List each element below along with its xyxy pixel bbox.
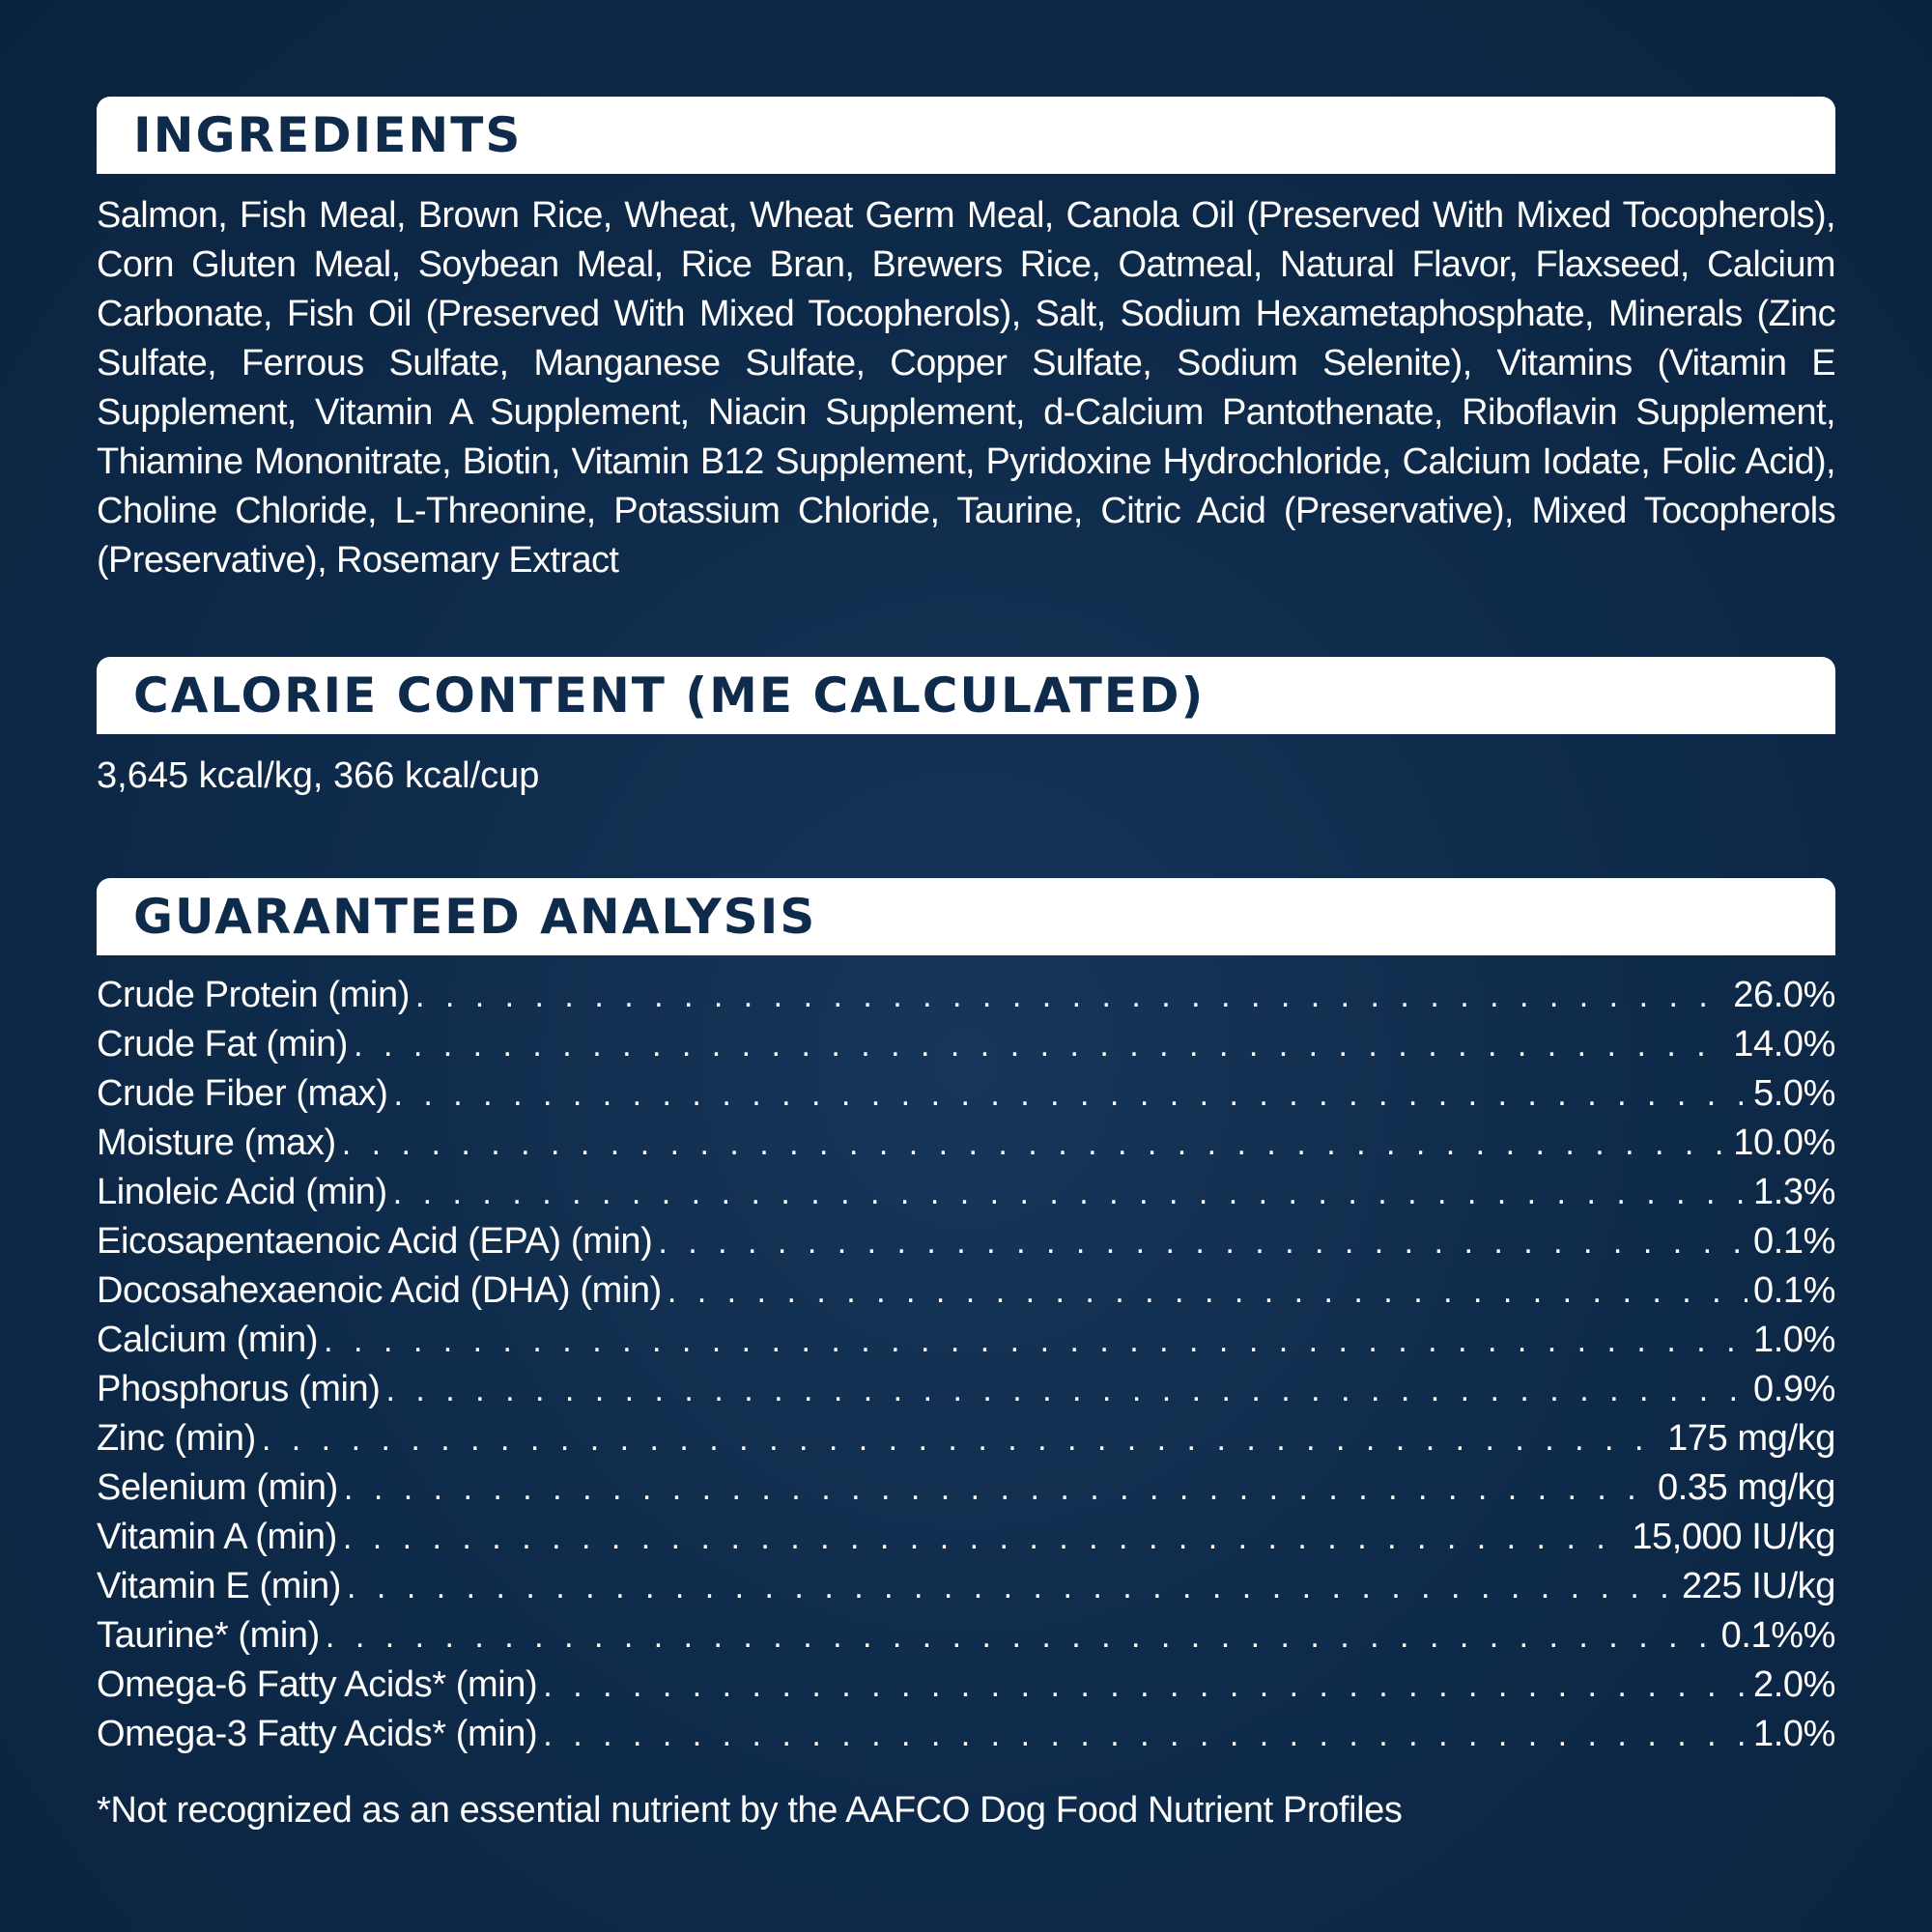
analysis-row <box>97 1513 1835 1562</box>
ingredients-section <box>97 97 1835 585</box>
analysis-row <box>97 1168 1835 1217</box>
analysis-title: GUARANTEED ANALYSIS <box>133 889 817 945</box>
analysis-row <box>97 1365 1835 1414</box>
analysis-label: Moisture (max) <box>97 1122 336 1163</box>
analysis-value: 1.3% <box>1752 1172 1835 1212</box>
analysis-label: Omega-3 Fatty Acids* (min) <box>97 1714 538 1754</box>
dot-leader <box>343 1514 1626 1563</box>
analysis-value: 0.1% <box>1752 1221 1835 1262</box>
dot-leader <box>262 1415 1662 1464</box>
analysis-value: 0.1% <box>1752 1270 1835 1311</box>
analysis-label: Vitamin E (min) <box>97 1566 342 1606</box>
dot-leader <box>342 1120 1727 1169</box>
dot-leader <box>543 1711 1747 1760</box>
analysis-value: 14.0% <box>1733 1024 1835 1065</box>
analysis-row <box>97 1266 1835 1316</box>
dot-leader <box>394 1070 1747 1120</box>
footnote: *Not recognized as an essential nutrient by the AAFCO Dog Food Nutrient Profiles <box>97 1790 1403 1831</box>
analysis-value: 0.35 mg/kg <box>1658 1467 1835 1508</box>
calorie-section <box>97 657 1835 801</box>
analysis-label: Zinc (min) <box>97 1418 256 1459</box>
analysis-row <box>97 1661 1835 1710</box>
calorie-text: 3,645 kcal/kg, 366 kcal/cup <box>97 755 540 796</box>
dot-leader <box>386 1366 1747 1415</box>
analysis-row <box>97 1119 1835 1168</box>
dot-leader <box>354 1021 1727 1070</box>
calorie-header <box>97 657 1835 734</box>
dot-leader <box>347 1563 1676 1612</box>
dot-leader <box>326 1612 1716 1662</box>
analysis-row <box>97 1069 1835 1119</box>
analysis-label: Vitamin A (min) <box>97 1517 337 1557</box>
dot-leader <box>543 1662 1747 1711</box>
analysis-row <box>97 1020 1835 1069</box>
analysis-value: 1.0% <box>1752 1320 1835 1360</box>
analysis-value: 15,000 IU/kg <box>1632 1517 1835 1557</box>
analysis-value: 5.0% <box>1752 1073 1835 1114</box>
analysis-label: Phosphorus (min) <box>97 1369 381 1409</box>
analysis-value: 175 mg/kg <box>1667 1418 1835 1459</box>
analysis-value: 0.1%% <box>1720 1615 1835 1656</box>
analysis-row <box>97 1414 1835 1463</box>
dot-leader <box>415 972 1727 1021</box>
dot-leader <box>324 1317 1747 1366</box>
dot-leader <box>344 1464 1652 1514</box>
analysis-label: Calcium (min) <box>97 1320 319 1360</box>
analysis-label: Taurine* (min) <box>97 1615 320 1656</box>
analysis-row <box>97 1611 1835 1661</box>
analysis-label: Crude Fiber (max) <box>97 1073 388 1114</box>
analysis-label: Linoleic Acid (min) <box>97 1172 387 1212</box>
analysis-value: 1.0% <box>1752 1714 1835 1754</box>
analysis-row <box>97 1316 1835 1365</box>
analysis-value: 0.9% <box>1752 1369 1835 1409</box>
analysis-label: Crude Fat (min) <box>97 1024 349 1065</box>
analysis-value: 26.0% <box>1733 975 1835 1015</box>
analysis-section <box>97 878 1835 1835</box>
analysis-label: Omega-6 Fatty Acids* (min) <box>97 1664 538 1705</box>
calorie-title: CALORIE CONTENT (ME CALCULATED) <box>133 668 1206 724</box>
analysis-header <box>97 878 1835 955</box>
analysis-value: 225 IU/kg <box>1681 1566 1835 1606</box>
analysis-row <box>97 1217 1835 1266</box>
analysis-label: Selenium (min) <box>97 1467 338 1508</box>
dot-leader <box>668 1267 1747 1317</box>
dot-leader <box>393 1169 1747 1218</box>
analysis-value: 10.0% <box>1733 1122 1835 1163</box>
analysis-label: Crude Protein (min) <box>97 975 410 1015</box>
analysis-label: Docosahexaenoic Acid (DHA) (min) <box>97 1270 662 1311</box>
ingredients-title: INGREDIENTS <box>133 107 523 163</box>
analysis-row <box>97 1463 1835 1513</box>
analysis-list <box>97 971 1835 1759</box>
dot-leader <box>658 1218 1747 1267</box>
ingredients-header <box>97 97 1835 174</box>
analysis-row <box>97 1710 1835 1759</box>
analysis-row <box>97 971 1835 1020</box>
analysis-label: Eicosapentaenoic Acid (EPA) (min) <box>97 1221 653 1262</box>
analysis-value: 2.0% <box>1752 1664 1835 1705</box>
analysis-row <box>97 1562 1835 1611</box>
ingredients-text: Salmon, Fish Meal, Brown Rice, Wheat, Wheat Germ Meal, Canola Oil (Preserved With Mixed Tocopherols), Corn Gluten Meal, Soybean Meal, Rice Bran, Brewers Rice, Oatmeal, Natural Flavor, Flaxseed, Calcium Carbonate, Fish Oil (Preserved With Mixed Tocopherols), Salt, Sodium Hexametaphosphate, Minerals (Zinc Sulfate, Ferrous Sulfate, Manganese Sulfate, Copper Sulfate, Sodium Selenite), Vitamins (Vitamin E Supplement, Vitamin A Supplement, Niacin Supplement, d-Calcium Pantothenate, Riboflavin Supplement, Thiamine Mononitrate, Biotin, Vitamin B12 Supplement, Pyridoxine Hydrochloride, Calcium Iodate, Folic Acid), Choline Chloride, L-Threonine, Potassium Chloride, Taurine, Citric Acid (Preservative), Mixed Tocopherols (Preservative), Rosemary Extract <box>97 195 1835 581</box>
nutrition-panel <box>97 97 1835 1835</box>
